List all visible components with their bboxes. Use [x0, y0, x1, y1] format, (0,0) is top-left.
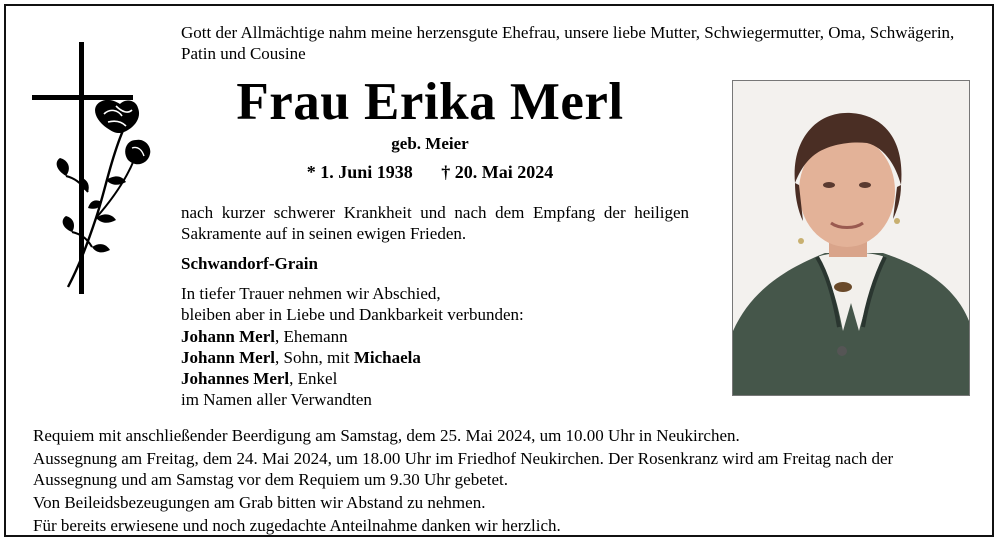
intro-text: Gott der Allmächtige nahm meine herzensgute Ehefrau, unsere liebe Mutter, Schwiegermutter, Oma, Schwägerin, Patin und Cousine	[181, 23, 955, 63]
mourning-line: bleiben aber in Liebe und Dankbarkeit verbunden:	[181, 305, 524, 324]
aussegnung-text: Aussegnung am Freitag, dem 24. Mai 2024, um 18.00 Uhr im Friedhof Neukirchen. Der Rosenkranz wird am Freitag nach der Aussegnung und am Samstag vor dem Requiem um 9.30 Uhr gebetet.	[33, 449, 894, 489]
mourner-relation: , Ehemann	[274, 327, 348, 346]
mourner-name: Johannes Merl	[181, 369, 290, 388]
mourner-row	[181, 326, 421, 347]
portrait-photo	[732, 80, 970, 396]
mourners-list	[181, 326, 421, 410]
cross-with-rose-icon	[30, 42, 160, 302]
mourner-relation: , Enkel	[289, 369, 338, 388]
mourner-row	[181, 347, 421, 368]
life-dates	[180, 162, 680, 183]
bottom-notices	[33, 425, 973, 538]
mourner-relation: , Sohn, mit	[274, 348, 354, 367]
mourner-row	[181, 368, 421, 389]
mourning-line: In tiefer Trauer nehmen wir Abschied,	[181, 284, 441, 303]
requiem-text: Requiem mit anschließender Beerdigung am Samstag, dem 25. Mai 2024, um 10.00 Uhr in Neukirchen.	[33, 426, 740, 445]
deceased-name: Frau Erika Merl	[236, 73, 624, 131]
condolence-text: Von Beileidsbezeugungen am Grab bitten wir Abstand zu nehmen.	[33, 493, 486, 512]
mourner-partner: Michaela	[353, 348, 421, 367]
thanks-text: Für bereits erwiesene und noch zugedachte Anteilnahme danken wir herzlich.	[33, 516, 561, 535]
maiden-name: geb. Meier	[391, 134, 469, 153]
circumstance-text: nach kurzer schwerer Krankheit und nach dem Empfang der heiligen Sakramente auf in seinen ewigen Frieden.	[181, 203, 689, 243]
mourner-row: im Namen aller Verwandten	[181, 390, 372, 409]
mourner-name: Johann Merl	[181, 348, 275, 367]
mourner-name: Johann Merl	[181, 327, 275, 346]
place-name: Schwandorf-Grain	[181, 254, 318, 273]
birth-date: * 1. Juni 1938	[306, 162, 413, 182]
mourning-text	[181, 283, 524, 325]
death-date: † 20. Mai 2024	[441, 162, 554, 182]
